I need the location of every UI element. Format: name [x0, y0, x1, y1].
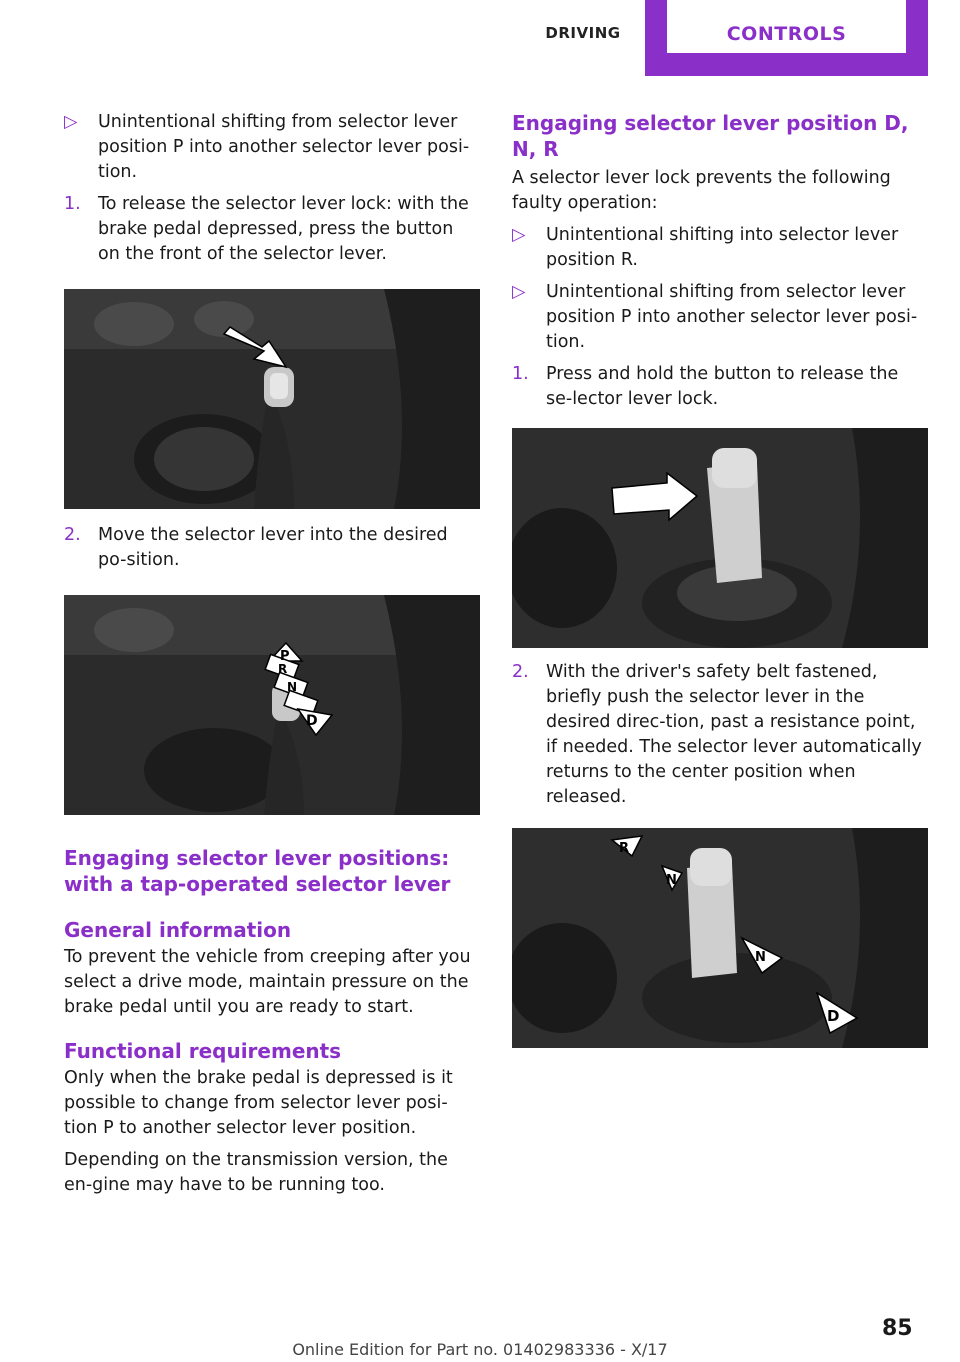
tab-controls [645, 0, 928, 76]
right-column [512, 110, 928, 1048]
triangle-bullet-icon: ▷ [512, 282, 526, 302]
tab-controls-label: CONTROLS [667, 0, 906, 53]
step-text: Move the selector lever into the desired po-sition. [98, 525, 448, 570]
left-column [64, 110, 480, 1205]
triangle-bullet-icon: ▷ [64, 112, 78, 132]
list-item-text: Unintentional shifting from selector lever position P into another selector lever posi-tion. [98, 112, 470, 182]
tap-lever-button-image [512, 428, 928, 648]
section-heading-engaging-dnr: Engaging selector lever position D, N, R [512, 111, 909, 161]
triangle-bullet-icon: ▷ [512, 225, 526, 245]
paragraph-general: To prevent the vehicle from creeping after you select a drive mode, maintain pressure on the brake pedal until you are ready to start. [64, 947, 471, 1017]
direction-label-r: R [619, 841, 630, 856]
direction-label-n-down: N [755, 950, 766, 965]
footer-edition: Online Edition for Part no. 01402983336 - X/17 [292, 1340, 668, 1359]
position-label-n: N [287, 680, 298, 694]
subheading-general-information: General information [64, 918, 292, 942]
paragraph-functional-2: Depending on the transmission version, the en-gine may have to be running too. [64, 1150, 448, 1195]
step-number: 1. [64, 194, 81, 214]
step-item [64, 192, 480, 267]
step-item [64, 523, 480, 573]
step-text: With the driver's safety belt fastened, briefly push the selector lever in the desired direc-tion, past a resistance point, if needed. The selector lever automatically returns to the center position when released. [546, 662, 922, 807]
position-label-r: R [278, 662, 288, 676]
paragraph-functional-1: Only when the brake pedal is depressed is it possible to change from selector lever posi-tion P to another selector lever position. [64, 1068, 453, 1138]
position-label-d: D [306, 713, 318, 729]
tap-lever-directions-image [512, 828, 928, 1048]
step-number: 1. [512, 364, 529, 384]
paragraph-intro: A selector lever lock prevents the following faulty operation: [512, 168, 891, 213]
direction-label-d: D [827, 1007, 840, 1025]
position-label-p: P [280, 649, 290, 664]
selector-lever-button-image [64, 289, 480, 509]
list-item [512, 280, 928, 355]
tab-driving: DRIVING [545, 24, 621, 42]
selector-lever-positions-image [64, 595, 480, 815]
step-number: 2. [64, 525, 81, 545]
list-item-text: Unintentional shifting from selector lever position P into another selector lever posi-tion. [546, 282, 918, 352]
step-text: Press and hold the button to release the se-lector lever lock. [546, 364, 899, 409]
list-item [64, 110, 480, 185]
step-item [512, 362, 928, 412]
section-heading-tap-operated: Engaging selector lever positions: with a tap-operated selector lever [64, 846, 451, 896]
step-text: To release the selector lever lock: with the brake pedal depressed, press the button on the front of the selector lever. [98, 194, 469, 264]
page-number: 85 [882, 1316, 913, 1341]
list-item [512, 223, 928, 273]
step-number: 2. [512, 662, 529, 682]
direction-label-n-up: N [666, 873, 677, 888]
list-item-text: Unintentional shifting into selector lever position R. [546, 225, 899, 270]
step-item [512, 660, 928, 810]
subheading-functional-requirements: Functional requirements [64, 1039, 342, 1063]
